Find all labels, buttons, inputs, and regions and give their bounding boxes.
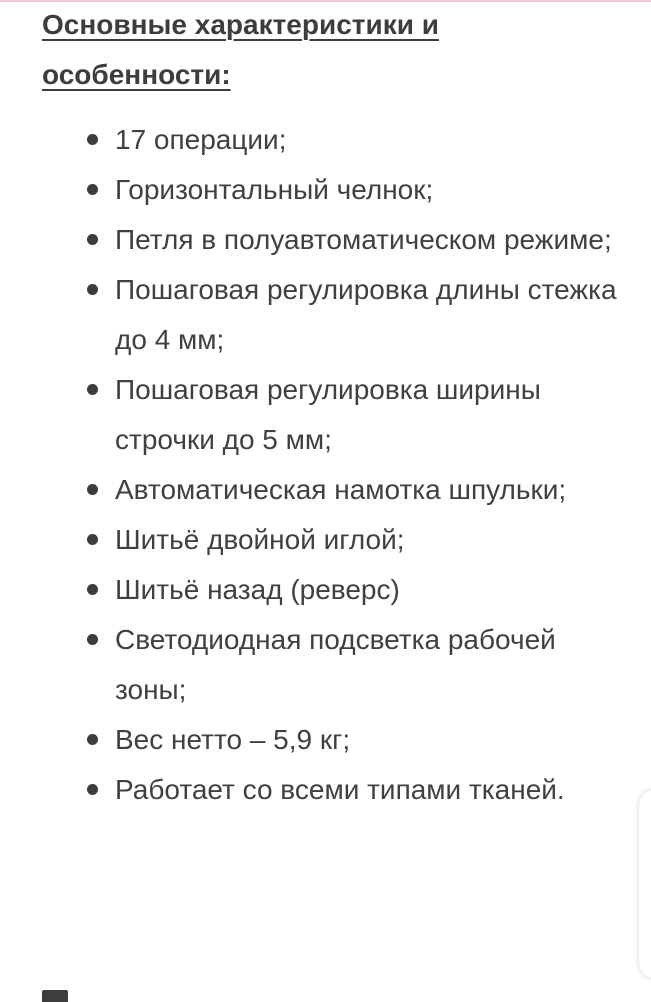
list-item <box>0 515 640 565</box>
bullet-icon <box>87 184 98 195</box>
bullet-icon <box>87 284 98 295</box>
section-heading: Основные характеристики и особенности: <box>42 9 439 90</box>
list-item <box>0 615 640 715</box>
list-item <box>0 465 640 515</box>
bullet-icon <box>87 784 98 795</box>
bullet-icon <box>87 484 98 495</box>
next-heading-fragment <box>42 990 68 1002</box>
bullet-icon <box>87 234 98 245</box>
list-item-text: Автоматическая намотка шпульки; <box>115 474 567 505</box>
bullet-icon <box>87 634 98 645</box>
list-item-text: Шитьё назад (реверс) <box>115 574 400 605</box>
list-item <box>0 215 640 265</box>
list-item-text: Пошаговая регулировка ширины строчки до 5 мм; <box>115 374 541 455</box>
list-item <box>0 165 640 215</box>
list-item-text: Работает со всеми типами тканей. <box>115 774 565 805</box>
list-item-text: Вес нетто – 5,9 кг; <box>115 724 351 755</box>
list-item <box>0 365 640 465</box>
bullet-icon <box>87 134 98 145</box>
list-item <box>0 565 640 615</box>
list-item-text: Пошаговая регулировка длины стежка до 4 мм; <box>115 274 617 355</box>
features-list <box>0 115 640 815</box>
list-item <box>0 115 640 165</box>
bullet-icon <box>87 384 98 395</box>
list-item <box>0 765 640 815</box>
bullet-icon <box>87 584 98 595</box>
list-item-text: Светодиодная подсветка рабочей зоны; <box>115 624 556 705</box>
list-item <box>0 265 640 365</box>
list-item-text: Петля в полуавтоматическом режиме; <box>115 224 612 255</box>
bullet-icon <box>87 734 98 745</box>
side-panel-handle[interactable] <box>639 790 651 978</box>
list-item-text: 17 операции; <box>115 124 287 155</box>
list-item-text: Горизонтальный челнок; <box>115 174 434 205</box>
list-item <box>0 715 640 765</box>
list-item-text: Шитьё двойной иглой; <box>115 524 405 555</box>
bullet-icon <box>87 534 98 545</box>
